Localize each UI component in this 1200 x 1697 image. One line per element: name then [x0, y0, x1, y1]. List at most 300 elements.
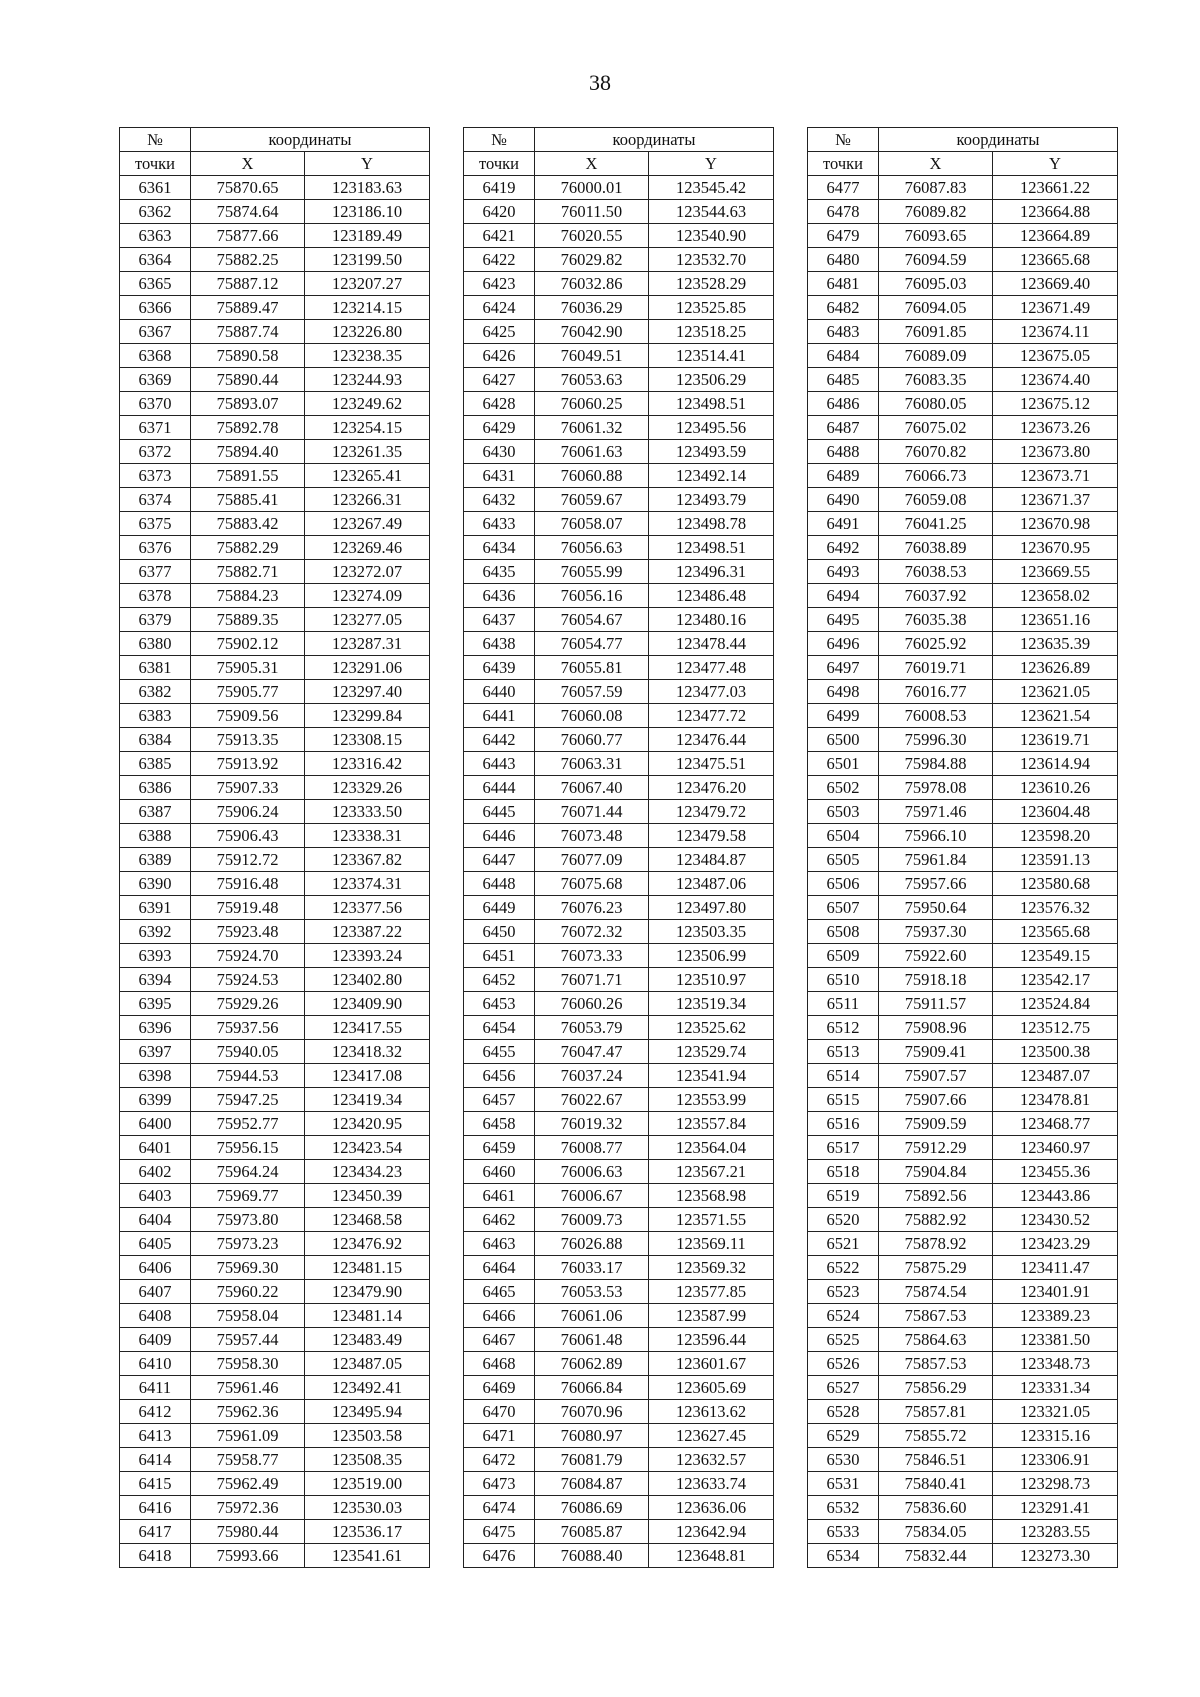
y-coordinate-cell: 123492.41 [305, 1376, 430, 1400]
y-coordinate-cell: 123524.84 [993, 992, 1118, 1016]
x-coordinate-cell: 75875.29 [879, 1256, 993, 1280]
point-number-cell: 6408 [120, 1304, 191, 1328]
point-number-cell: 6454 [464, 1016, 535, 1040]
y-coordinate-cell: 123483.49 [305, 1328, 430, 1352]
x-coordinate-cell: 75836.60 [879, 1496, 993, 1520]
table-row [120, 896, 430, 920]
y-coordinate-cell: 123604.48 [993, 800, 1118, 824]
table-row [808, 680, 1118, 704]
point-number-cell: 6397 [120, 1040, 191, 1064]
point-number-cell: 6436 [464, 584, 535, 608]
x-coordinate-cell: 75944.53 [191, 1064, 305, 1088]
y-coordinate-cell: 123670.95 [993, 536, 1118, 560]
point-number-cell: 6443 [464, 752, 535, 776]
table-row [808, 464, 1118, 488]
x-coordinate-cell: 75919.48 [191, 896, 305, 920]
x-coordinate-cell: 76081.79 [535, 1448, 649, 1472]
table-row [464, 1064, 774, 1088]
y-coordinate-cell: 123587.99 [649, 1304, 774, 1328]
table-row [808, 944, 1118, 968]
coordinates-header: координаты [191, 128, 430, 152]
point-number-cell: 6363 [120, 224, 191, 248]
x-coordinate-cell: 75961.46 [191, 1376, 305, 1400]
y-coordinate-cell: 123261.35 [305, 440, 430, 464]
y-coordinate-cell: 123308.15 [305, 728, 430, 752]
y-coordinate-cell: 123423.54 [305, 1136, 430, 1160]
y-coordinate-cell: 123348.73 [993, 1352, 1118, 1376]
table-row [464, 200, 774, 224]
x-coordinate-cell: 76060.77 [535, 728, 649, 752]
table-row [120, 488, 430, 512]
x-coordinate-cell: 75972.36 [191, 1496, 305, 1520]
y-coordinate-cell: 123299.84 [305, 704, 430, 728]
point-number-cell: 6423 [464, 272, 535, 296]
point-number-cell: 6442 [464, 728, 535, 752]
x-coordinate-cell: 76080.05 [879, 392, 993, 416]
point-number-cell: 6464 [464, 1256, 535, 1280]
x-coordinate-cell: 76006.67 [535, 1184, 649, 1208]
table-row [464, 1376, 774, 1400]
table-row [808, 1496, 1118, 1520]
x-coordinate-cell: 75857.81 [879, 1400, 993, 1424]
y-coordinate-cell: 123298.73 [993, 1472, 1118, 1496]
table-row [120, 944, 430, 968]
table-row [808, 608, 1118, 632]
point-number-cell: 6498 [808, 680, 879, 704]
y-coordinate-cell: 123651.16 [993, 608, 1118, 632]
point-number-cell: 6368 [120, 344, 191, 368]
x-coordinate-cell: 75890.44 [191, 368, 305, 392]
point-number-cell: 6372 [120, 440, 191, 464]
point-number-cell: 6433 [464, 512, 535, 536]
y-coordinate-cell: 123665.68 [993, 248, 1118, 272]
y-coordinate-cell: 123528.29 [649, 272, 774, 296]
table-row [464, 464, 774, 488]
point-number-cell: 6375 [120, 512, 191, 536]
point-number-cell: 6399 [120, 1088, 191, 1112]
table-row [464, 896, 774, 920]
y-coordinate-cell: 123626.89 [993, 656, 1118, 680]
point-number-cell: 6512 [808, 1016, 879, 1040]
table-row [120, 560, 430, 584]
table-row [464, 1328, 774, 1352]
point-number-cell: 6475 [464, 1520, 535, 1544]
point-number-cell: 6461 [464, 1184, 535, 1208]
table-row [464, 920, 774, 944]
table-row [808, 584, 1118, 608]
x-coordinate-cell: 76061.06 [535, 1304, 649, 1328]
point-number-cell: 6445 [464, 800, 535, 824]
point-number-cell: 6417 [120, 1520, 191, 1544]
table-row [120, 872, 430, 896]
y-coordinate-cell: 123674.11 [993, 320, 1118, 344]
point-number-cell: 6392 [120, 920, 191, 944]
y-coordinate-cell: 123306.91 [993, 1448, 1118, 1472]
point-number-cell: 6458 [464, 1112, 535, 1136]
x-coordinate-cell: 75882.29 [191, 536, 305, 560]
y-header: Y [305, 152, 430, 176]
y-coordinate-cell: 123658.02 [993, 584, 1118, 608]
x-coordinate-cell: 76075.02 [879, 416, 993, 440]
y-coordinate-cell: 123673.26 [993, 416, 1118, 440]
table-row [120, 1064, 430, 1088]
point-number-cell: 6376 [120, 536, 191, 560]
y-coordinate-cell: 123503.35 [649, 920, 774, 944]
x-coordinate-cell: 75960.22 [191, 1280, 305, 1304]
point-number-cell: 6415 [120, 1472, 191, 1496]
y-coordinate-cell: 123478.81 [993, 1088, 1118, 1112]
table-row [464, 1136, 774, 1160]
y-coordinate-cell: 123530.03 [305, 1496, 430, 1520]
x-coordinate-cell: 76066.84 [535, 1376, 649, 1400]
table-row [808, 752, 1118, 776]
table-row [808, 1016, 1118, 1040]
table-row [808, 920, 1118, 944]
table-row [808, 176, 1118, 200]
table-row [464, 752, 774, 776]
point-number-cell: 6383 [120, 704, 191, 728]
table-row [464, 1448, 774, 1472]
point-number-cell: 6476 [464, 1544, 535, 1568]
x-coordinate-cell: 75973.23 [191, 1232, 305, 1256]
x-coordinate-cell: 76075.68 [535, 872, 649, 896]
table-row [464, 800, 774, 824]
x-coordinate-cell: 75892.56 [879, 1184, 993, 1208]
x-coordinate-cell: 75893.07 [191, 392, 305, 416]
x-coordinate-cell: 76071.71 [535, 968, 649, 992]
table-row [464, 656, 774, 680]
table-row [120, 848, 430, 872]
x-coordinate-cell: 75916.48 [191, 872, 305, 896]
point-number-cell: 6411 [120, 1376, 191, 1400]
point-number-cell: 6500 [808, 728, 879, 752]
table-row [808, 1040, 1118, 1064]
table-row [808, 1424, 1118, 1448]
y-coordinate-cell: 123613.62 [649, 1400, 774, 1424]
table-row [120, 200, 430, 224]
y-coordinate-cell: 123514.41 [649, 344, 774, 368]
table-row [464, 872, 774, 896]
table-row [120, 248, 430, 272]
point-number-cell: 6488 [808, 440, 879, 464]
y-coordinate-cell: 123267.49 [305, 512, 430, 536]
table-row [120, 1304, 430, 1328]
point-number-cell: 6404 [120, 1208, 191, 1232]
y-coordinate-cell: 123498.51 [649, 536, 774, 560]
x-coordinate-cell: 75887.12 [191, 272, 305, 296]
x-coordinate-cell: 76062.89 [535, 1352, 649, 1376]
table-row [808, 224, 1118, 248]
x-coordinate-cell: 76060.88 [535, 464, 649, 488]
y-coordinate-cell: 123450.39 [305, 1184, 430, 1208]
y-coordinate-cell: 123495.56 [649, 416, 774, 440]
point-number-cell: 6421 [464, 224, 535, 248]
point-number-cell: 6407 [120, 1280, 191, 1304]
table-row [808, 1304, 1118, 1328]
y-coordinate-cell: 123273.30 [993, 1544, 1118, 1568]
header-row-bottom [808, 152, 1118, 176]
y-coordinate-cell: 123481.15 [305, 1256, 430, 1280]
point-number-cell: 6465 [464, 1280, 535, 1304]
table-row [808, 392, 1118, 416]
table-row [808, 704, 1118, 728]
x-coordinate-cell: 76038.89 [879, 536, 993, 560]
y-coordinate-cell: 123510.97 [649, 968, 774, 992]
table-row [808, 1256, 1118, 1280]
point-number-cell: 6510 [808, 968, 879, 992]
point-number-cell: 6395 [120, 992, 191, 1016]
table-row [120, 1160, 430, 1184]
point-header-label: точки [464, 152, 535, 176]
y-coordinate-cell: 123475.51 [649, 752, 774, 776]
y-coordinate-cell: 123480.16 [649, 608, 774, 632]
point-number-cell: 6410 [120, 1352, 191, 1376]
header-row-top [464, 128, 774, 152]
table-row [120, 1208, 430, 1232]
point-number-cell: 6508 [808, 920, 879, 944]
x-coordinate-cell: 75912.29 [879, 1136, 993, 1160]
point-number-cell: 6486 [808, 392, 879, 416]
y-coordinate-cell: 123387.22 [305, 920, 430, 944]
table-row [464, 488, 774, 512]
table-row [464, 584, 774, 608]
y-coordinate-cell: 123484.87 [649, 848, 774, 872]
y-coordinate-cell: 123417.08 [305, 1064, 430, 1088]
table-row [464, 608, 774, 632]
x-coordinate-cell: 75882.92 [879, 1208, 993, 1232]
x-coordinate-cell: 76060.08 [535, 704, 649, 728]
table-row [464, 1496, 774, 1520]
table-row [808, 416, 1118, 440]
x-coordinate-cell: 75909.56 [191, 704, 305, 728]
point-number-cell: 6505 [808, 848, 879, 872]
point-number-cell: 6479 [808, 224, 879, 248]
x-coordinate-cell: 75892.78 [191, 416, 305, 440]
x-coordinate-cell: 76059.67 [535, 488, 649, 512]
y-coordinate-cell: 123671.37 [993, 488, 1118, 512]
point-number-cell: 6492 [808, 536, 879, 560]
table-row [808, 200, 1118, 224]
table-row [120, 752, 430, 776]
table-row [808, 1472, 1118, 1496]
y-coordinate-cell: 123207.27 [305, 272, 430, 296]
table-row [464, 1520, 774, 1544]
point-number-cell: 6431 [464, 464, 535, 488]
x-coordinate-cell: 75909.41 [879, 1040, 993, 1064]
y-coordinate-cell: 123541.61 [305, 1544, 430, 1568]
point-number-cell: 6387 [120, 800, 191, 824]
y-coordinate-cell: 123199.50 [305, 248, 430, 272]
table-row [120, 464, 430, 488]
y-coordinate-cell: 123673.71 [993, 464, 1118, 488]
point-number-cell: 6446 [464, 824, 535, 848]
y-coordinate-cell: 123635.39 [993, 632, 1118, 656]
x-coordinate-cell: 75956.15 [191, 1136, 305, 1160]
y-coordinate-cell: 123493.59 [649, 440, 774, 464]
y-coordinate-cell: 123287.31 [305, 632, 430, 656]
table-row [464, 1280, 774, 1304]
y-coordinate-cell: 123476.92 [305, 1232, 430, 1256]
x-coordinate-cell: 76033.17 [535, 1256, 649, 1280]
point-number-cell: 6521 [808, 1232, 879, 1256]
point-number-cell: 6434 [464, 536, 535, 560]
y-coordinate-cell: 123402.80 [305, 968, 430, 992]
y-coordinate-cell: 123434.23 [305, 1160, 430, 1184]
x-coordinate-cell: 75912.72 [191, 848, 305, 872]
point-number-cell: 6468 [464, 1352, 535, 1376]
table-row [808, 824, 1118, 848]
point-number-cell: 6396 [120, 1016, 191, 1040]
y-coordinate-cell: 123297.40 [305, 680, 430, 704]
table-row [464, 1256, 774, 1280]
point-number-cell: 6471 [464, 1424, 535, 1448]
point-number-cell: 6361 [120, 176, 191, 200]
y-coordinate-cell: 123214.15 [305, 296, 430, 320]
y-coordinate-cell: 123455.36 [993, 1160, 1118, 1184]
x-coordinate-cell: 75969.30 [191, 1256, 305, 1280]
y-coordinate-cell: 123493.79 [649, 488, 774, 512]
x-coordinate-cell: 75918.18 [879, 968, 993, 992]
point-number-cell: 6389 [120, 848, 191, 872]
page-number: 38 [589, 70, 611, 95]
y-coordinate-cell: 123506.99 [649, 944, 774, 968]
x-coordinate-cell: 76025.92 [879, 632, 993, 656]
y-coordinate-cell: 123479.58 [649, 824, 774, 848]
x-coordinate-cell: 76037.24 [535, 1064, 649, 1088]
table-row [120, 416, 430, 440]
y-coordinate-cell: 123669.40 [993, 272, 1118, 296]
table-row [120, 728, 430, 752]
point-number-cell: 6371 [120, 416, 191, 440]
x-coordinate-cell: 75964.24 [191, 1160, 305, 1184]
x-coordinate-cell: 75907.33 [191, 776, 305, 800]
point-header-label: точки [120, 152, 191, 176]
point-number-cell: 6513 [808, 1040, 879, 1064]
x-coordinate-cell: 75890.58 [191, 344, 305, 368]
x-coordinate-cell: 76049.51 [535, 344, 649, 368]
table-row [464, 824, 774, 848]
x-coordinate-cell: 75855.72 [879, 1424, 993, 1448]
table-row [464, 1088, 774, 1112]
x-coordinate-cell: 75961.84 [879, 848, 993, 872]
x-coordinate-cell: 75962.36 [191, 1400, 305, 1424]
x-coordinate-cell: 76087.83 [879, 176, 993, 200]
y-coordinate-cell: 123338.31 [305, 824, 430, 848]
point-number-cell: 6426 [464, 344, 535, 368]
table-row [120, 392, 430, 416]
table-row [120, 440, 430, 464]
point-number-cell: 6487 [808, 416, 879, 440]
x-coordinate-cell: 75884.23 [191, 584, 305, 608]
point-number-cell: 6474 [464, 1496, 535, 1520]
table-row [808, 1208, 1118, 1232]
x-coordinate-cell: 76047.47 [535, 1040, 649, 1064]
y-coordinate-cell: 123189.49 [305, 224, 430, 248]
y-coordinate-cell: 123291.41 [993, 1496, 1118, 1520]
table-row [808, 1232, 1118, 1256]
point-number-cell: 6531 [808, 1472, 879, 1496]
y-coordinate-cell: 123571.55 [649, 1208, 774, 1232]
table-row [120, 1400, 430, 1424]
x-coordinate-cell: 76029.82 [535, 248, 649, 272]
x-coordinate-cell: 76020.55 [535, 224, 649, 248]
x-coordinate-cell: 76060.26 [535, 992, 649, 1016]
x-coordinate-cell: 75878.92 [879, 1232, 993, 1256]
point-number-cell: 6419 [464, 176, 535, 200]
x-coordinate-cell: 76066.73 [879, 464, 993, 488]
point-number-cell: 6406 [120, 1256, 191, 1280]
x-coordinate-cell: 76067.40 [535, 776, 649, 800]
table-row [808, 1376, 1118, 1400]
point-number-cell: 6369 [120, 368, 191, 392]
y-coordinate-cell: 123544.63 [649, 200, 774, 224]
x-coordinate-cell: 75937.30 [879, 920, 993, 944]
point-number-cell: 6386 [120, 776, 191, 800]
point-number-header: № [464, 128, 535, 152]
point-number-cell: 6425 [464, 320, 535, 344]
x-coordinate-cell: 76042.90 [535, 320, 649, 344]
x-coordinate-cell: 75906.43 [191, 824, 305, 848]
table-row [808, 560, 1118, 584]
point-number-cell: 6455 [464, 1040, 535, 1064]
y-coordinate-cell: 123525.85 [649, 296, 774, 320]
table-row [464, 992, 774, 1016]
x-header: X [191, 152, 305, 176]
x-coordinate-cell: 75887.74 [191, 320, 305, 344]
point-number-cell: 6499 [808, 704, 879, 728]
x-coordinate-cell: 76059.08 [879, 488, 993, 512]
x-coordinate-cell: 76073.48 [535, 824, 649, 848]
point-number-cell: 6427 [464, 368, 535, 392]
x-coordinate-cell: 76011.50 [535, 200, 649, 224]
y-coordinate-cell: 123186.10 [305, 200, 430, 224]
y-coordinate-cell: 123529.74 [649, 1040, 774, 1064]
point-number-cell: 6502 [808, 776, 879, 800]
point-number-cell: 6526 [808, 1352, 879, 1376]
table-row [464, 1304, 774, 1328]
y-coordinate-cell: 123540.90 [649, 224, 774, 248]
y-coordinate-cell: 123498.51 [649, 392, 774, 416]
table-row [120, 536, 430, 560]
point-number-cell: 6462 [464, 1208, 535, 1232]
y-coordinate-cell: 123401.91 [993, 1280, 1118, 1304]
table-row [808, 1352, 1118, 1376]
x-coordinate-cell: 76053.53 [535, 1280, 649, 1304]
table-row [120, 1376, 430, 1400]
table-row [464, 416, 774, 440]
y-coordinate-cell: 123577.85 [649, 1280, 774, 1304]
y-coordinate-cell: 123487.06 [649, 872, 774, 896]
point-number-cell: 6374 [120, 488, 191, 512]
y-coordinate-cell: 123321.05 [993, 1400, 1118, 1424]
point-number-cell: 6373 [120, 464, 191, 488]
table-row [808, 728, 1118, 752]
point-number-cell: 6494 [808, 584, 879, 608]
point-number-cell: 6495 [808, 608, 879, 632]
point-number-cell: 6402 [120, 1160, 191, 1184]
table-row [808, 1112, 1118, 1136]
x-coordinate-cell: 76000.01 [535, 176, 649, 200]
point-number-cell: 6393 [120, 944, 191, 968]
point-number-cell: 6405 [120, 1232, 191, 1256]
y-coordinate-cell: 123497.80 [649, 896, 774, 920]
coordinates-table-1 [119, 127, 430, 1568]
point-number-cell: 6440 [464, 680, 535, 704]
table-row [120, 1088, 430, 1112]
x-coordinate-cell: 75905.77 [191, 680, 305, 704]
y-coordinate-cell: 123265.41 [305, 464, 430, 488]
table-row [464, 296, 774, 320]
